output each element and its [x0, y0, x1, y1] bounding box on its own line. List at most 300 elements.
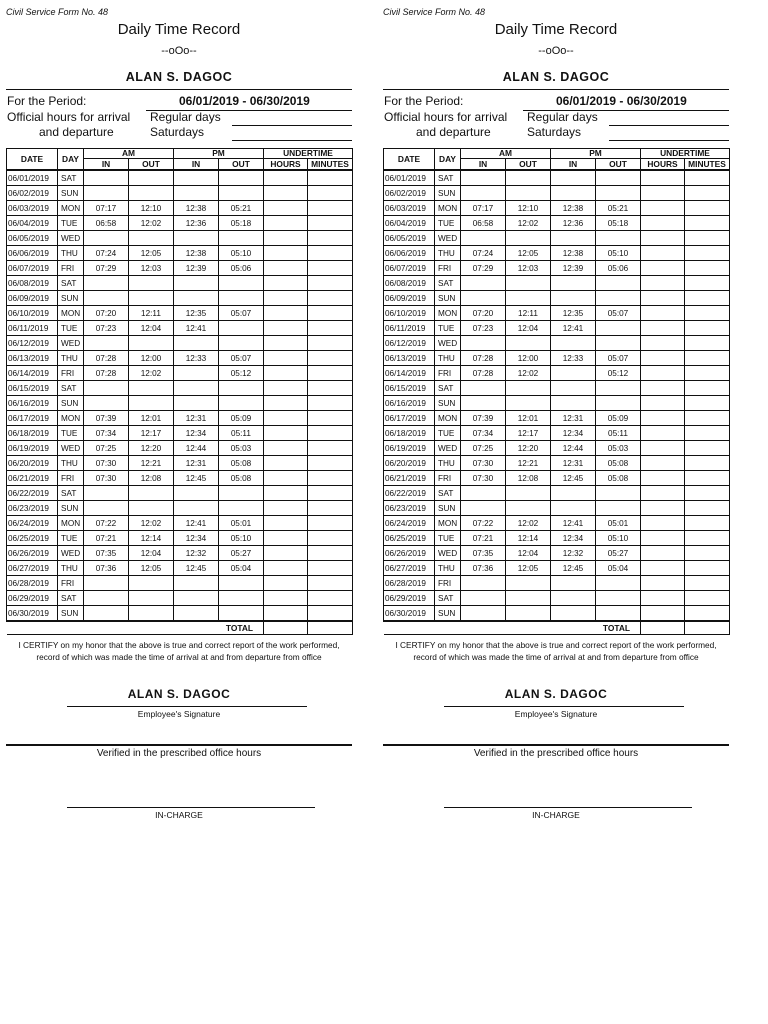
row-pm-out: 05:03 [596, 441, 641, 456]
divider-line [6, 744, 352, 746]
row-pm-out: 05:27 [596, 546, 641, 561]
row-am-out [129, 396, 174, 411]
header-am-in: IN [84, 159, 129, 171]
row-undertime-minutes [685, 216, 730, 231]
separator: --oOo-- [538, 45, 574, 57]
row-undertime-minutes [308, 276, 353, 291]
row-am-in: 07:21 [84, 531, 129, 546]
row-undertime-hours [641, 516, 685, 531]
row-pm-in [174, 591, 219, 606]
header-minutes: MINUTES [308, 159, 353, 171]
table-row [384, 591, 730, 606]
row-undertime-minutes [308, 261, 353, 276]
row-am-out: 12:14 [129, 531, 174, 546]
table-row [7, 471, 353, 486]
row-undertime-hours [264, 186, 308, 201]
row-am-out: 12:11 [129, 306, 174, 321]
in-charge-line [444, 807, 692, 808]
row-date: 06/29/2019 [7, 591, 58, 606]
name-underline [383, 89, 729, 90]
table-row [384, 441, 730, 456]
row-undertime-hours [264, 246, 308, 261]
row-undertime-minutes [685, 606, 730, 622]
row-date: 06/17/2019 [7, 411, 58, 426]
row-date: 06/08/2019 [384, 276, 435, 291]
table-row [384, 170, 730, 186]
row-am-in: 07:22 [84, 516, 129, 531]
row-am-in [461, 486, 506, 501]
row-undertime-hours [264, 426, 308, 441]
row-am-in: 07:29 [84, 261, 129, 276]
header-am-out: OUT [129, 159, 174, 171]
row-day: SUN [435, 291, 461, 306]
row-pm-out [596, 396, 641, 411]
row-undertime-hours [641, 321, 685, 336]
row-am-in: 07:25 [84, 441, 129, 456]
row-undertime-minutes [685, 531, 730, 546]
total-minutes [685, 621, 730, 635]
row-undertime-hours [264, 486, 308, 501]
row-undertime-hours [264, 216, 308, 231]
row-undertime-hours [264, 501, 308, 516]
row-pm-out: 05:07 [219, 306, 264, 321]
row-am-out: 12:05 [129, 246, 174, 261]
row-date: 06/02/2019 [7, 186, 58, 201]
row-pm-out [596, 276, 641, 291]
certification-text: I CERTIFY on my honor that the above is true and correct report of the work performed, record of which was made the time of arrival at and from departure from office [395, 640, 717, 662]
row-am-out [506, 231, 551, 246]
row-pm-out [219, 321, 264, 336]
row-undertime-hours [264, 576, 308, 591]
row-am-out [129, 231, 174, 246]
row-day: TUE [435, 531, 461, 546]
row-am-out: 12:14 [506, 531, 551, 546]
row-pm-out: 05:08 [219, 456, 264, 471]
row-day: WED [58, 546, 84, 561]
table-row [7, 336, 353, 351]
row-pm-out: 05:03 [219, 441, 264, 456]
table-row [384, 396, 730, 411]
period-label: For the Period: [384, 94, 464, 108]
row-undertime-minutes [308, 561, 353, 576]
row-date: 06/24/2019 [7, 516, 58, 531]
row-am-out: 12:17 [506, 426, 551, 441]
row-am-out: 12:04 [506, 546, 551, 561]
row-am-in [461, 276, 506, 291]
row-undertime-hours [641, 216, 685, 231]
row-date: 06/18/2019 [384, 426, 435, 441]
table-row [384, 306, 730, 321]
row-am-out [129, 576, 174, 591]
row-undertime-minutes [685, 441, 730, 456]
row-pm-out: 05:10 [596, 246, 641, 261]
row-undertime-minutes [685, 516, 730, 531]
row-am-in [84, 606, 129, 622]
row-day: TUE [435, 321, 461, 336]
table-row [7, 246, 353, 261]
row-am-out: 12:10 [129, 201, 174, 216]
saturdays-label: Saturdays [527, 125, 582, 139]
row-day: THU [435, 456, 461, 471]
row-day: SUN [435, 186, 461, 201]
table-row [7, 381, 353, 396]
row-am-out: 12:01 [129, 411, 174, 426]
row-am-out [129, 276, 174, 291]
row-undertime-hours [641, 546, 685, 561]
row-undertime-minutes [308, 441, 353, 456]
header-minutes: MINUTES [685, 159, 730, 171]
row-am-out [506, 576, 551, 591]
table-row [384, 231, 730, 246]
row-am-out [506, 606, 551, 622]
row-am-in [461, 396, 506, 411]
row-day: MON [435, 201, 461, 216]
row-undertime-hours [264, 456, 308, 471]
row-pm-out: 05:01 [596, 516, 641, 531]
row-date: 06/16/2019 [384, 396, 435, 411]
row-pm-in [551, 291, 596, 306]
row-am-out: 12:05 [506, 246, 551, 261]
name-underline [6, 89, 352, 90]
row-am-in: 07:17 [84, 201, 129, 216]
header-day: DAY [435, 149, 461, 171]
row-undertime-minutes [685, 201, 730, 216]
row-am-in: 07:29 [461, 261, 506, 276]
row-day: SAT [435, 591, 461, 606]
form-title: Daily Time Record [494, 21, 618, 38]
row-undertime-hours [641, 336, 685, 351]
row-date: 06/09/2019 [7, 291, 58, 306]
row-undertime-hours [264, 411, 308, 426]
row-am-in [461, 231, 506, 246]
row-pm-out [219, 486, 264, 501]
official-hours-label: Official hours for arrival [384, 110, 508, 124]
row-pm-in: 12:45 [551, 561, 596, 576]
row-date: 06/26/2019 [7, 546, 58, 561]
row-day: THU [435, 561, 461, 576]
row-undertime-hours [264, 351, 308, 366]
row-undertime-minutes [308, 576, 353, 591]
row-date: 06/06/2019 [384, 246, 435, 261]
row-date: 06/10/2019 [384, 306, 435, 321]
row-day: THU [58, 246, 84, 261]
row-pm-in [174, 606, 219, 622]
row-pm-out [219, 396, 264, 411]
row-date: 06/23/2019 [384, 501, 435, 516]
row-date: 06/03/2019 [384, 201, 435, 216]
row-day: SAT [58, 486, 84, 501]
row-am-out [129, 186, 174, 201]
table-row [384, 351, 730, 366]
row-undertime-hours [641, 170, 685, 186]
row-undertime-minutes [308, 606, 353, 622]
row-am-in [84, 276, 129, 291]
table-row [384, 486, 730, 501]
row-day: TUE [58, 321, 84, 336]
row-date: 06/14/2019 [7, 366, 58, 381]
row-am-in: 07:22 [461, 516, 506, 531]
table-row [7, 291, 353, 306]
row-pm-in: 12:36 [174, 216, 219, 231]
row-pm-in: 12:31 [174, 411, 219, 426]
row-undertime-hours [264, 546, 308, 561]
row-pm-in: 12:38 [551, 201, 596, 216]
divider-line [383, 744, 729, 746]
regular-days-label: Regular days [150, 110, 221, 124]
row-pm-in [551, 591, 596, 606]
signature-name: ALAN S. DAGOC [127, 687, 231, 701]
row-undertime-hours [264, 336, 308, 351]
row-day: TUE [58, 531, 84, 546]
row-date: 06/18/2019 [7, 426, 58, 441]
row-date: 06/21/2019 [384, 471, 435, 486]
row-pm-out: 05:21 [219, 201, 264, 216]
row-day: MON [435, 411, 461, 426]
verified-text: Verified in the prescribed office hours [473, 748, 639, 759]
row-undertime-minutes [308, 456, 353, 471]
row-am-out: 12:03 [506, 261, 551, 276]
row-undertime-hours [264, 276, 308, 291]
period-label: For the Period: [7, 94, 87, 108]
row-pm-in: 12:31 [551, 456, 596, 471]
row-am-in [461, 591, 506, 606]
row-undertime-minutes [308, 231, 353, 246]
row-am-in: 06:58 [461, 216, 506, 231]
row-pm-in [174, 381, 219, 396]
row-date: 06/23/2019 [7, 501, 58, 516]
row-date: 06/22/2019 [7, 486, 58, 501]
row-undertime-hours [641, 261, 685, 276]
row-date: 06/28/2019 [7, 576, 58, 591]
row-am-in: 07:23 [461, 321, 506, 336]
row-am-in: 07:35 [461, 546, 506, 561]
row-undertime-hours [641, 576, 685, 591]
row-pm-out: 05:12 [219, 366, 264, 381]
row-undertime-minutes [308, 546, 353, 561]
row-day: WED [435, 546, 461, 561]
header-am: AM [461, 149, 551, 159]
row-undertime-minutes [308, 366, 353, 381]
row-am-out: 12:05 [506, 561, 551, 576]
row-pm-in: 12:31 [174, 456, 219, 471]
row-date: 06/01/2019 [384, 170, 435, 186]
row-pm-out [596, 381, 641, 396]
row-pm-out: 05:04 [219, 561, 264, 576]
row-undertime-hours [264, 231, 308, 246]
row-am-out [129, 336, 174, 351]
row-undertime-hours [264, 170, 308, 186]
row-am-in: 07:20 [461, 306, 506, 321]
row-undertime-minutes [308, 516, 353, 531]
row-undertime-hours [264, 591, 308, 606]
row-am-out: 12:03 [129, 261, 174, 276]
row-pm-in [174, 170, 219, 186]
row-undertime-minutes [308, 216, 353, 231]
table-row [384, 576, 730, 591]
row-undertime-minutes [685, 321, 730, 336]
row-undertime-minutes [308, 531, 353, 546]
row-day: TUE [58, 426, 84, 441]
row-day: SUN [58, 396, 84, 411]
table-row [384, 501, 730, 516]
table-row [7, 411, 353, 426]
row-pm-out [596, 186, 641, 201]
header-hours: HOURS [641, 159, 685, 171]
row-date: 06/20/2019 [7, 456, 58, 471]
row-undertime-minutes [308, 291, 353, 306]
table-row [7, 531, 353, 546]
row-undertime-hours [641, 606, 685, 622]
row-pm-out: 05:09 [219, 411, 264, 426]
row-date: 06/06/2019 [7, 246, 58, 261]
row-am-out [129, 591, 174, 606]
table-row [384, 261, 730, 276]
form-title: Daily Time Record [117, 21, 241, 38]
row-undertime-hours [641, 201, 685, 216]
row-pm-in [551, 501, 596, 516]
row-am-in: 07:36 [84, 561, 129, 576]
row-day: TUE [435, 426, 461, 441]
header-hours: HOURS [264, 159, 308, 171]
row-date: 06/28/2019 [384, 576, 435, 591]
row-pm-in [551, 336, 596, 351]
row-day: SAT [435, 381, 461, 396]
row-undertime-minutes [685, 170, 730, 186]
row-date: 06/13/2019 [7, 351, 58, 366]
row-day: MON [58, 411, 84, 426]
table-row [7, 306, 353, 321]
dtr-form-right [383, 0, 729, 830]
row-pm-out: 05:07 [596, 306, 641, 321]
row-undertime-minutes [308, 411, 353, 426]
row-pm-out: 05:04 [596, 561, 641, 576]
row-date: 06/05/2019 [7, 231, 58, 246]
table-row [384, 456, 730, 471]
row-undertime-minutes [308, 591, 353, 606]
row-pm-in: 12:35 [174, 306, 219, 321]
table-row [7, 576, 353, 591]
row-day: THU [435, 351, 461, 366]
header-pm-in: IN [551, 159, 596, 171]
row-am-out: 12:02 [506, 516, 551, 531]
row-day: MON [435, 306, 461, 321]
row-undertime-hours [641, 561, 685, 576]
in-charge-label: IN-CHARGE [532, 810, 580, 820]
row-am-out [506, 170, 551, 186]
table-row [384, 186, 730, 201]
row-day: WED [58, 231, 84, 246]
row-day: MON [58, 516, 84, 531]
row-pm-in [551, 381, 596, 396]
time-record-table [383, 148, 730, 635]
row-undertime-minutes [308, 306, 353, 321]
row-undertime-hours [641, 291, 685, 306]
row-date: 06/17/2019 [384, 411, 435, 426]
header-date: DATE [384, 149, 435, 171]
row-date: 06/27/2019 [384, 561, 435, 576]
row-day: THU [58, 456, 84, 471]
header-am-in: IN [461, 159, 506, 171]
table-row [384, 291, 730, 306]
row-am-out: 12:10 [506, 201, 551, 216]
row-pm-out: 05:21 [596, 201, 641, 216]
row-undertime-minutes [685, 351, 730, 366]
row-pm-in: 12:33 [174, 351, 219, 366]
row-am-out [506, 396, 551, 411]
row-undertime-minutes [685, 411, 730, 426]
row-day: FRI [435, 471, 461, 486]
row-am-out [506, 276, 551, 291]
row-am-in: 07:23 [84, 321, 129, 336]
row-am-in [461, 606, 506, 622]
row-pm-out [219, 186, 264, 201]
table-row [7, 546, 353, 561]
row-pm-out [219, 291, 264, 306]
row-am-out [506, 291, 551, 306]
row-am-in [461, 336, 506, 351]
row-am-out: 12:04 [506, 321, 551, 336]
form-number: Civil Service Form No. 48 [383, 7, 486, 17]
row-pm-in: 12:45 [174, 561, 219, 576]
row-date: 06/15/2019 [384, 381, 435, 396]
row-pm-in [551, 576, 596, 591]
row-date: 06/15/2019 [7, 381, 58, 396]
row-day: WED [58, 336, 84, 351]
regular-days-field [609, 125, 729, 126]
regular-days-field [232, 125, 352, 126]
row-undertime-minutes [685, 486, 730, 501]
official-hours-label-2: and departure [39, 125, 114, 139]
table-row [7, 216, 353, 231]
row-am-in: 07:30 [461, 456, 506, 471]
row-am-out: 12:04 [129, 321, 174, 336]
row-date: 06/09/2019 [384, 291, 435, 306]
row-am-out: 12:04 [129, 546, 174, 561]
row-day: MON [435, 516, 461, 531]
row-undertime-hours [264, 321, 308, 336]
row-am-in [461, 186, 506, 201]
row-am-in [84, 396, 129, 411]
row-pm-out [596, 291, 641, 306]
row-am-in [84, 591, 129, 606]
row-pm-in: 12:39 [174, 261, 219, 276]
row-day: FRI [435, 366, 461, 381]
row-am-out [129, 291, 174, 306]
table-row [384, 366, 730, 381]
row-date: 06/05/2019 [384, 231, 435, 246]
table-row [384, 561, 730, 576]
row-pm-in: 12:41 [174, 516, 219, 531]
row-undertime-minutes [685, 561, 730, 576]
row-pm-in [174, 291, 219, 306]
row-undertime-hours [641, 441, 685, 456]
table-row [7, 366, 353, 381]
table-row [384, 411, 730, 426]
row-day: TUE [435, 216, 461, 231]
table-row [384, 516, 730, 531]
row-pm-out [596, 576, 641, 591]
row-pm-out: 05:18 [219, 216, 264, 231]
row-pm-in: 12:45 [174, 471, 219, 486]
row-date: 06/02/2019 [384, 186, 435, 201]
table-row [7, 261, 353, 276]
table-row [7, 441, 353, 456]
row-undertime-minutes [685, 276, 730, 291]
table-row [7, 486, 353, 501]
table-row [7, 396, 353, 411]
table-row [7, 186, 353, 201]
row-day: SUN [58, 291, 84, 306]
